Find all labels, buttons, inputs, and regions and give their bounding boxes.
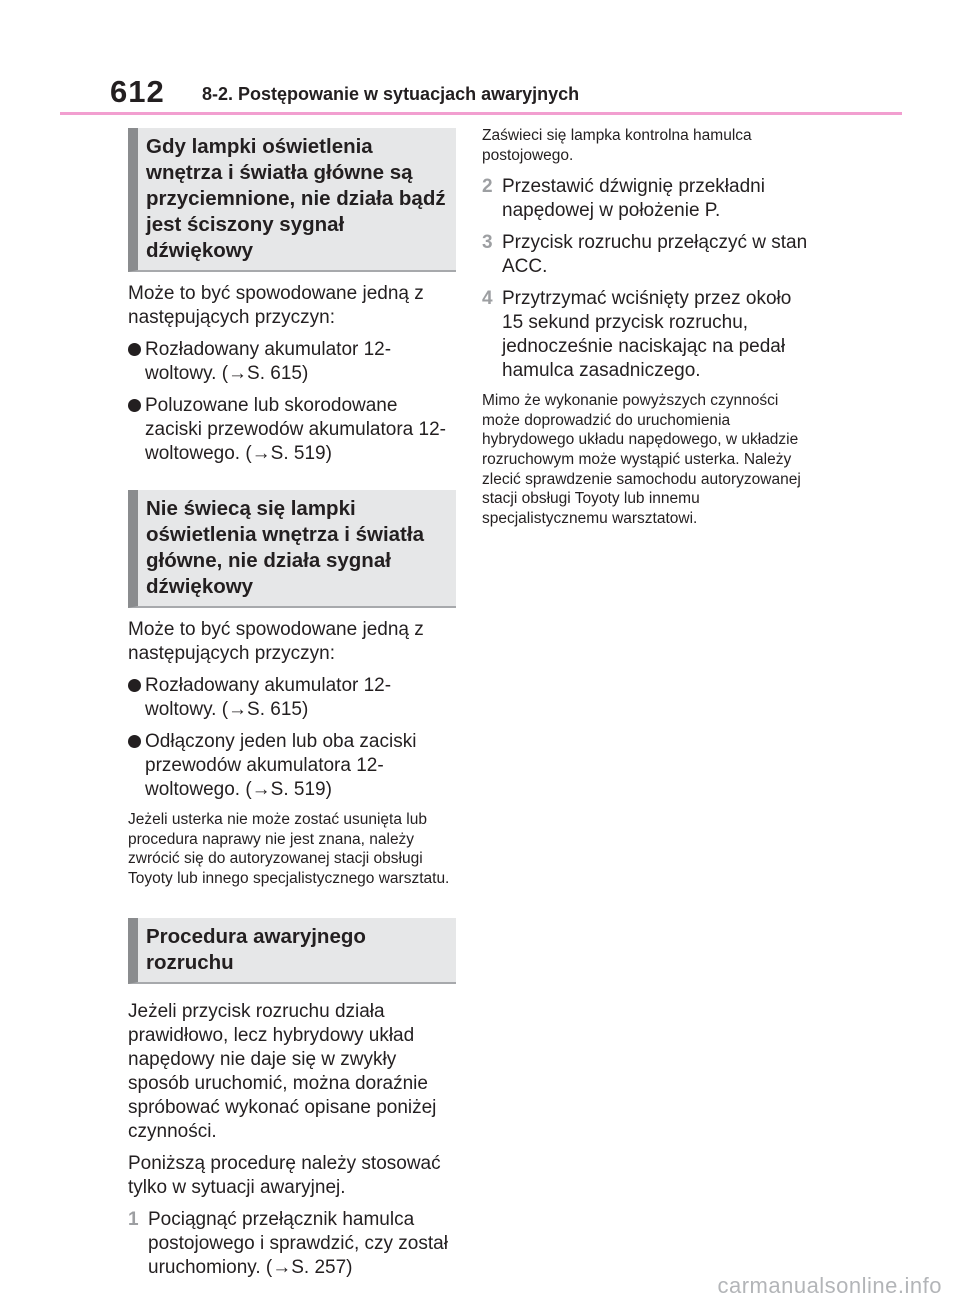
step-item xyxy=(128,1208,456,1280)
step-text: Przycisk rozruchu przełączyć w stan ACC. xyxy=(502,232,808,278)
step-text: Pociągnąć przełącznik hamulca postojowego i sprawdzić, czy został uruchomiony. (→S. 257) xyxy=(148,1209,448,1279)
intro-text: Może to być spowodowane jedną z następujących przyczyn: xyxy=(128,619,424,664)
bullet-item xyxy=(128,394,456,466)
left-column xyxy=(128,128,456,1288)
bullet-item xyxy=(128,338,456,386)
watermark: carmanualsonline.info xyxy=(717,1273,942,1298)
bullet-dot-icon xyxy=(128,343,141,356)
bullet-text: Odłączony jeden lub oba zaciski przewodów akumulatora 12-woltowego. (→S. 519) xyxy=(145,731,417,800)
step-number: 4 xyxy=(482,288,493,310)
heading-box-emergency-start: Procedura awaryjnego rozruchu xyxy=(128,918,456,984)
page-header xyxy=(0,0,960,120)
bullet-text: Rozładowany akumulator 12-woltowy. (→S. 615) xyxy=(145,675,392,720)
note-text: Jeżeli usterka nie może zostać usunięta lub procedura naprawy nie jest znana, należy zwrócić się do autoryzowanej stacji obsługi Toyoty lub innego specjalistycznego warsztatu. xyxy=(128,811,450,887)
section-title: 8-2. Postępowanie w sytuacjach awaryjnych xyxy=(202,84,580,104)
paragraph: Jeżeli przycisk rozruchu działa prawidłowo, lecz hybrydowy układ napędowy nie daje się w zwykły sposób uruchomić, można doraźnie spróbować wykonać opisane poniżej czynności. xyxy=(128,1001,437,1143)
bullet-dot-icon xyxy=(128,399,141,412)
step-number: 1 xyxy=(128,1209,139,1231)
bullet-text: Poluzowane lub skorodowane zaciski przewodów akumulatora 12-woltowego. (→S. 519) xyxy=(145,395,446,464)
bullet-item xyxy=(128,730,456,802)
step-item xyxy=(482,231,812,279)
bullet-dot-icon xyxy=(128,679,141,692)
header-rule xyxy=(60,112,902,115)
heading-box-dim-lights: Gdy lampki oświetlenia wnętrza i światła główne są przyciemnione, nie działa bądź jest ściszony sygnał dźwiękowy xyxy=(128,128,456,272)
paragraph: Poniższą procedurę należy stosować tylko w sytuacji awaryjnej. xyxy=(128,1153,441,1199)
step-text: Przytrzymać wciśnięty przez około 15 sekund przycisk rozruchu, jednocześnie naciskając na pedał hamulca zasadniczego. xyxy=(502,288,792,382)
intro-text: Może to być spowodowane jedną z następujących przyczyn: xyxy=(128,283,424,328)
step-note: Zaświeci się lampka kontrolna hamulca postojowego. xyxy=(482,127,752,164)
step-text: Przestawić dźwignię przekładni napędowej w położenie P. xyxy=(502,176,765,222)
bullet-item xyxy=(128,674,456,722)
note-text: Mimo że wykonanie powyższych czynności może doprowadzić do uruchomienia hybrydowego układu napędowego, w układzie rozruchowym może wystąpić usterka. Należy zlecić sprawdzenie samochodu autoryzowanej stacji obsługi Toyoty lub innemu specjalistycznemu warsztatowi. xyxy=(482,392,801,527)
right-column xyxy=(482,126,812,528)
step-number: 3 xyxy=(482,232,493,254)
bullet-dot-icon xyxy=(128,735,141,748)
bullet-text: Rozładowany akumulator 12-woltowy. (→S. 615) xyxy=(145,339,392,384)
heading-box-no-lights: Nie świecą się lampki oświetlenia wnętrza i światła główne, nie działa sygnał dźwiękowy xyxy=(128,490,456,608)
step-item xyxy=(482,175,812,223)
step-number: 2 xyxy=(482,176,493,198)
page-number: 612 xyxy=(110,74,165,109)
step-item xyxy=(482,287,812,383)
